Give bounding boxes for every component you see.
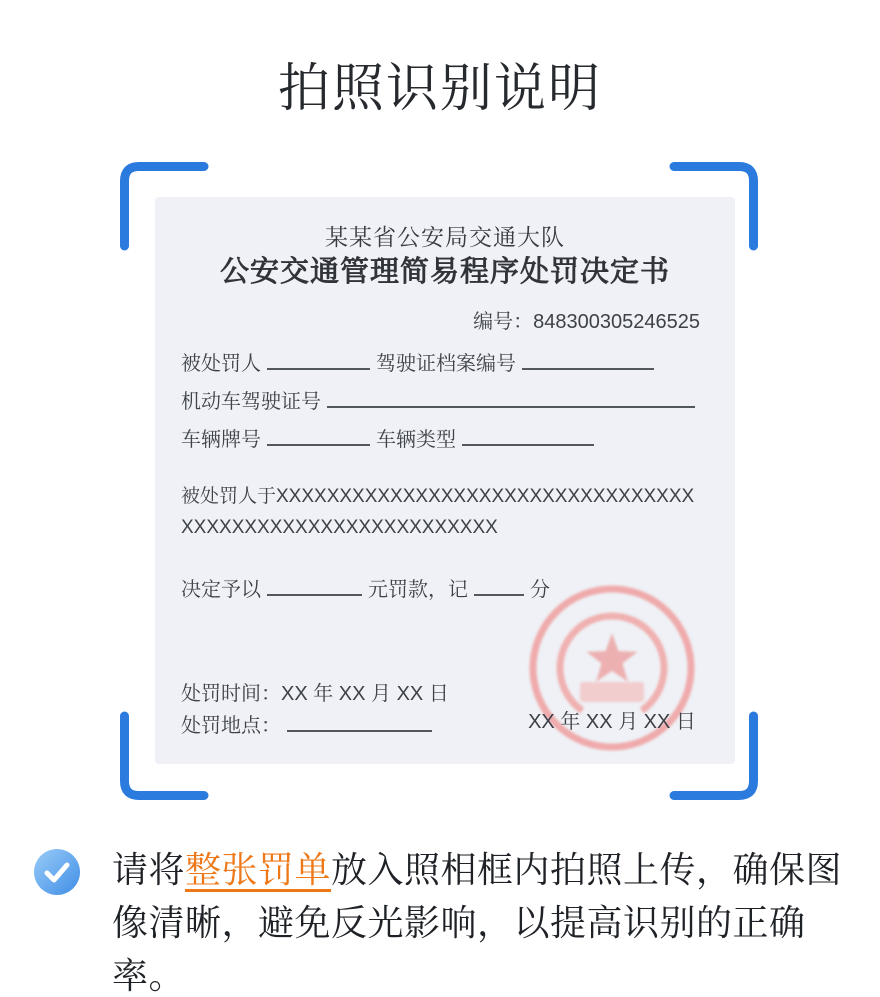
punish-place-label: 处罚地点： [181,715,281,737]
page-title: 拍照识别说明 [277,60,602,118]
document-serial-number: 编号：848300305246525 [473,311,700,333]
license-file-label: 驾驶证档案编号 [376,353,516,375]
document-department: 某某省公安局交通大队 [325,224,565,250]
tip-text-after: 放入照相框内拍照上传，确保图像清晰，避免反光影响，以提高识别的正确率。 [112,849,843,996]
decision-suffix: 分 [530,579,550,601]
vehicle-type-label: 车辆类型 [376,429,456,451]
field-row-person [181,347,660,376]
blank-underline [267,356,370,370]
stamp-star-icon [586,633,637,682]
punish-time-label: 处罚时间： [181,683,281,705]
field-row-vehicle [181,423,600,452]
driver-license-label: 机动车驾驶证号 [181,391,321,413]
blank-underline [287,718,432,732]
tip-text-before: 请将 [112,849,186,890]
decision-middle: 元罚款，记 [368,579,468,601]
decision-row [181,573,550,602]
punish-time-row [181,677,449,706]
blank-underline [522,356,654,370]
punished-person-label: 被处罚人 [181,353,261,375]
upload-instruction-text [112,843,852,997]
blank-underline [327,394,695,408]
stamp-date: XX 年 XX 月 XX 日 [528,711,696,733]
blank-underline [462,432,594,446]
punish-place-row [181,709,438,738]
stamp-blurred-text [580,682,644,702]
blank-underline [267,432,370,446]
punish-time-value: XX 年 XX 月 XX 日 [281,683,449,705]
blank-underline [474,582,524,596]
sample-ticket-document [155,197,735,764]
plate-label: 车辆牌号 [181,429,261,451]
decision-prefix: 决定予以 [181,579,261,601]
field-row-driver-license [181,385,701,414]
tip-text-highlight: 整张罚单 [185,849,332,890]
checkmark-icon [34,849,80,895]
blank-underline [267,582,362,596]
document-title: 公安交通管理简易程序处罚决定书 [219,256,670,288]
document-body-text: 被处罚人于XXXXXXXXXXXXXXXXXXXXXXXXXXXXXXXXXXXXXXXXXXXXXXXXXXXXXXXXXX [181,486,695,538]
